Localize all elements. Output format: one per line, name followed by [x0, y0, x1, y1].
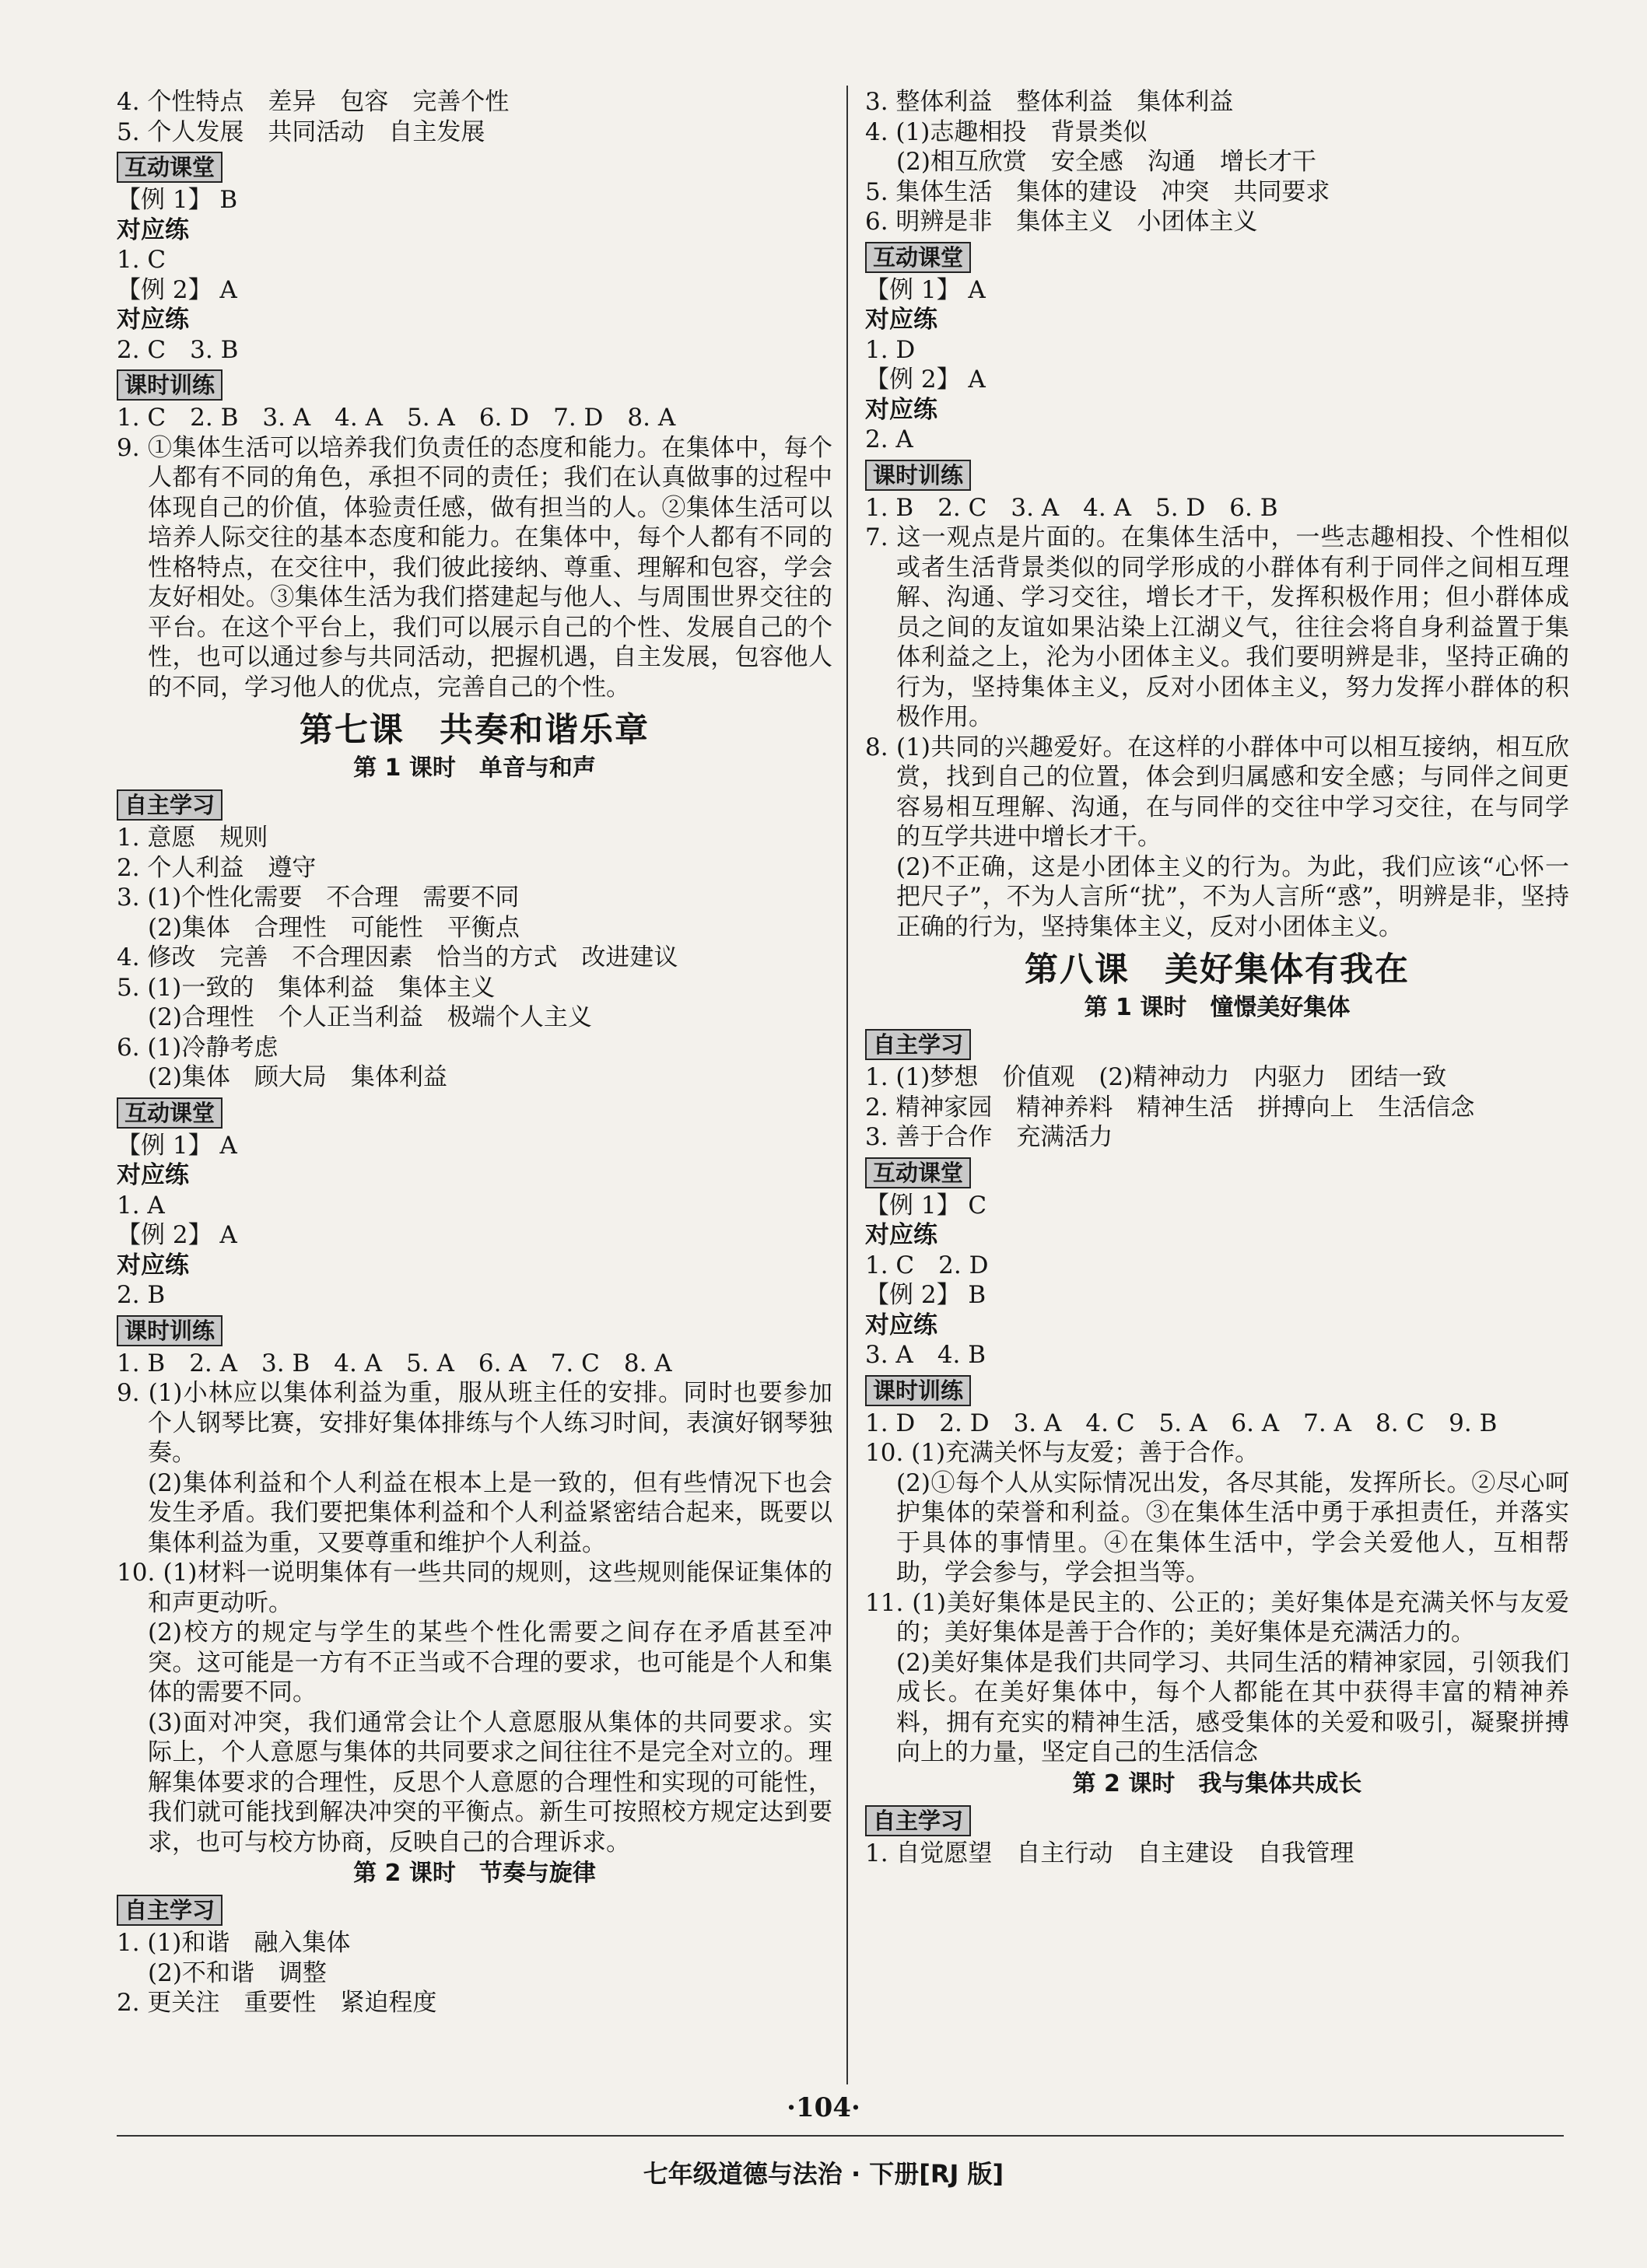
practice-heading: 对应练 [865, 306, 937, 334]
answer-paragraph: 9. ①集体生活可以培养我们负责任的态度和能力。在集体中，每个人都有不同的角色，承担不同的责任；我们在认真做事的过程中体现自己的价值，体验责任感，做有担当的人。②集体生活可以培养人际交往的基本态度和能力。在集体中，每个人都有不同的性格特点，在交往中，我们彼此接纳、尊重、理解和包容，学会友好相处。③集体生活为我们搭建起与他人、与周围世界交往的平台。在这个平台上，我们可以展示自己的个性、发展自己的个性，也可以通过参与共同活动，把握机遇，自主发展，包容他人的不同，学习他人的优点，完善自己的个性。 [117, 433, 832, 702]
answer-line: 1. C 2. D [865, 1251, 989, 1279]
answer-paragraph: (2)不正确，这是小团体主义的行为。为此，我们应该“心怀一把尺子”，不为人言所“扰”，不为人言所“惑”，明辨是非，坚持正确的行为，坚持集体主义，反对小团体主义。 [896, 852, 1569, 941]
answer-paragraph: (2)校方的规定与学生的某些个性化需要之间存在矛盾甚至冲突。这可能是一方有不正当或不合理的要求，也可能是个人和集体的需要不同。 [148, 1619, 832, 1706]
answer-line: 1. (1)梦想 价值观 (2)精神动力 内驱力 团结一致 [865, 1063, 1447, 1091]
lesson-title: 第八课 美好集体有我在 [1025, 950, 1410, 989]
answer-line: (2)集体 顾大局 集体利益 [148, 1063, 447, 1091]
answer-line: 1. B 2. C 3. A 4. A 5. D 6. B [865, 493, 1278, 522]
answer-paragraph: 11. (1)美好集体是民主的、公正的；美好集体是充满关怀与友爱的；美好集体是善于合作的；美好集体是充满活力的。 [865, 1588, 1569, 1647]
practice-heading: 对应练 [117, 1161, 189, 1189]
practice-heading: 对应练 [117, 215, 189, 244]
period-title: 第 2 课时 我与集体共成长 [1072, 1769, 1362, 1797]
answer-paragraph: (2)美好集体是我们共同学习、共同生活的精神家园，引领我们成长。在美好集体中，每个人都能在其中获得丰富的精神养料，拥有充实的精神生活，感受集体的关爱和吸引，凝聚拼搏向上的力量，坚定自己的生活信念 [896, 1648, 1569, 1766]
example-line: 【例 1】 A [865, 275, 986, 304]
section-tag: 课时训练 [865, 460, 971, 491]
period-title: 第 2 课时 节奏与旋律 [353, 1860, 596, 1887]
answer-line: 1. (1)和谐 融入集体 [117, 1929, 351, 1957]
column-divider [846, 86, 848, 2084]
answer-line: 1. B 2. A 3. B 4. A 5. A 6. A 7. C 8. A [117, 1349, 672, 1377]
answer-line: 6. (1)冷静考虑 [117, 1033, 279, 1062]
answer-line: 4. 个性特点 差异 包容 完善个性 [117, 88, 510, 116]
section-tag: 自主学习 [865, 1029, 971, 1060]
answer-line: 5. 集体生活 集体的建设 冲突 共同要求 [865, 177, 1330, 206]
answer-line: 4. 修改 完善 不合理因素 恰当的方式 改进建议 [117, 943, 678, 971]
answer-line: 5. 个人发展 共同活动 自主发展 [117, 117, 485, 146]
left-column [117, 87, 832, 2018]
example-line: 【例 2】 A [117, 1221, 237, 1249]
answer-line: 3. A 4. B [865, 1341, 986, 1369]
answer-line: 1. C 2. B 3. A 4. A 5. A 6. D 7. D 8. A [117, 404, 676, 432]
lesson-title: 第七课 共奏和谐乐章 [300, 711, 650, 750]
answer-paragraph: 10. (1)材料一说明集体有一些共同的规则，这些规则能保证集体的和声更动听。 [117, 1559, 832, 1617]
answer-paragraph: 10. (1)充满关怀与友爱；善于合作。 [865, 1439, 1260, 1467]
example-line: 【例 2】 A [865, 366, 986, 394]
practice-heading: 对应练 [865, 1311, 937, 1339]
footer-rule [117, 2135, 1564, 2137]
answer-line: 3. 善于合作 充满活力 [865, 1123, 1113, 1151]
answer-line: 3. 整体利益 整体利益 集体利益 [865, 88, 1234, 116]
section-tag: 自主学习 [117, 789, 223, 821]
practice-heading: 对应练 [865, 1221, 937, 1249]
answer-line: (2)合理性 个人正当利益 极端个人主义 [148, 1003, 592, 1031]
answer-line: 1. C [117, 246, 166, 274]
answer-line: 1. 自觉愿望 自主行动 自主建设 自我管理 [865, 1839, 1354, 1867]
section-tag: 自主学习 [865, 1805, 971, 1836]
example-line: 【例 2】 B [865, 1281, 986, 1309]
practice-heading: 对应练 [117, 1251, 189, 1279]
section-tag: 课时训练 [117, 369, 223, 401]
answer-line: 4. (1)志趣相投 背景类似 [865, 117, 1148, 146]
answer-line: 1. A [117, 1191, 165, 1220]
answer-paragraph: 8. (1)共同的兴趣爱好。在这样的小群体中可以相互接纳，相互欣赏，找到自己的位置，体会到归属感和安全感；与同伴之间更容易相互理解、沟通，在与同伴的交往中学习交往，在与同学的互学共进中增长才干。 [865, 733, 1569, 851]
section-tag: 互动课堂 [865, 1157, 971, 1188]
answer-paragraph: (2)①每个人从实际情况出发，各尽其能，发挥所长。②尽心呵护集体的荣誉和利益。③在集体生活中勇于承担责任，并落实于具体的事情里。④在集体生活中，学会关爱他人，互相帮助，学会参与，学会担当等。 [896, 1468, 1569, 1587]
answer-line: 2. C 3. B [117, 335, 239, 364]
section-tag: 课时训练 [117, 1315, 223, 1346]
answer-line: 5. (1)一致的 集体利益 集体主义 [117, 973, 496, 1002]
answer-line: (2)集体 合理性 可能性 平衡点 [148, 913, 520, 942]
answer-line: 3. (1)个性化需要 不合理 需要不同 [117, 884, 520, 912]
section-tag: 互动课堂 [117, 152, 223, 183]
answer-paragraph: 7. 这一观点是片面的。在集体生活中，一些志趣相投、个性相似或者生活背景类似的同学形成的小群体有利于同伴之间相互理解、沟通、学习交往，增长才干，发挥积极作用；但小群体成员之间的友谊如果沾染上江湖义气，往往会将自身利益置于集体利益之上，沦为小团体主义。我们要明辨是非，坚持正确的行为，坚持集体主义，反对小团体主义，努力发挥小群体的积极作用。 [865, 523, 1569, 731]
book-title: 七年级道德与法治 · 下册[RJ 版] [643, 2159, 1004, 2189]
example-line: 【例 1】 C [865, 1191, 987, 1220]
answer-line: 2. 个人利益 遵守 [117, 853, 317, 882]
example-line: 【例 2】 A [117, 275, 237, 304]
answer-line: (2)相互欣赏 安全感 沟通 增长才干 [896, 148, 1316, 176]
answer-line: (2)不和谐 调整 [148, 1958, 327, 1987]
section-tag: 自主学习 [117, 1895, 223, 1926]
period-title: 第 1 课时 单音与和声 [353, 754, 596, 782]
answer-line: 2. 更关注 重要性 紧迫程度 [117, 1989, 437, 2017]
answer-line: 6. 明辨是非 集体主义 小团体主义 [865, 208, 1258, 236]
page-number: ·104· [787, 2092, 860, 2123]
answer-line: 2. 精神家园 精神养料 精神生活 拼搏向上 生活信念 [865, 1093, 1475, 1122]
example-line: 【例 1】 B [117, 186, 238, 214]
practice-heading: 对应练 [865, 395, 937, 424]
answer-line: 2. A [865, 425, 913, 453]
section-tag: 互动课堂 [117, 1097, 223, 1129]
answer-line: 1. D 2. D 3. A 4. C 5. A 6. A 7. A 8. C 9. B [865, 1409, 1498, 1437]
answer-paragraph: 9. (1)小林应以集体利益为重，服从班主任的安排。同时也要参加个人钢琴比赛，安排好集体排练与个人练习时间，表演好钢琴独奏。 [117, 1379, 832, 1467]
answer-line: 1. 意愿 规则 [117, 824, 268, 852]
practice-heading: 对应练 [117, 306, 189, 334]
answer-line: 2. B [117, 1281, 166, 1309]
example-line: 【例 1】 A [117, 1131, 237, 1160]
answer-line: 1. D [865, 335, 916, 364]
period-title: 第 1 课时 憧憬美好集体 [1084, 994, 1351, 1021]
section-tag: 课时训练 [865, 1375, 971, 1406]
section-tag: 互动课堂 [865, 242, 971, 273]
right-column [865, 87, 1569, 1868]
answer-paragraph: (3)面对冲突，我们通常会让个人意愿服从集体的共同要求。实际上，个人意愿与集体的共同要求之间往往不是完全对立的。理解集体要求的合理性，反思个人意愿的合理性和实现的可能性，我们就可能找到解决冲突的平衡点。新生可按照校方规定达到要求，也可与校方协商，反映自己的合理诉求。 [148, 1708, 832, 1857]
answer-paragraph: (2)集体利益和个人利益在根本上是一致的，但有些情况下也会发生矛盾。我们要把集体利益和个人利益紧密结合起来，既要以集体利益为重，又要尊重和维护个人利益。 [148, 1468, 832, 1557]
